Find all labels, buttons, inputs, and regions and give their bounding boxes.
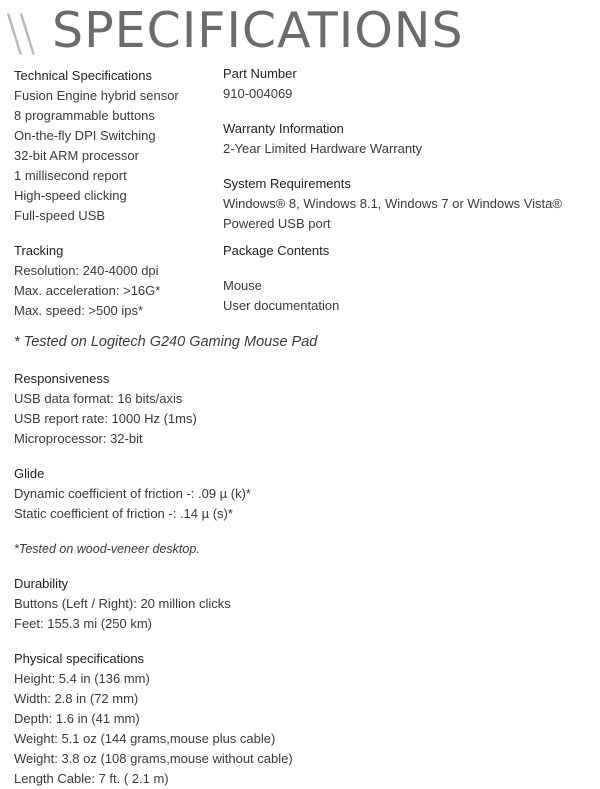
responsiveness-heading: Responsiveness bbox=[14, 371, 110, 386]
physical-item: Weight: 5.1 oz (144 grams,mouse plus cable) bbox=[14, 731, 276, 746]
tracking-heading: Tracking bbox=[14, 243, 64, 258]
tracking-item: Max. acceleration: >16G* bbox=[14, 283, 161, 298]
tracking-item: Resolution: 240-4000 dpi bbox=[14, 263, 159, 278]
part-number-value: 910-004069 bbox=[223, 86, 293, 101]
durability-item: Feet: 155.3 mi (250 km) bbox=[14, 616, 152, 631]
technical-item: High-speed clicking bbox=[14, 188, 127, 203]
package-contents-item: User documentation bbox=[223, 298, 340, 313]
technical-item: 32-bit ARM processor bbox=[14, 148, 139, 163]
package-contents-heading: Package Contents bbox=[223, 243, 330, 258]
physical-item: Height: 5.4 in (136 mm) bbox=[14, 671, 150, 686]
part-number-heading: Part Number bbox=[223, 66, 297, 81]
glide-footnote: *Tested on wood-veneer desktop. bbox=[14, 542, 200, 556]
glide-item: Dynamic coefficient of friction -: .09 µ (k)* bbox=[14, 486, 251, 501]
glide-item: Static coefficient of friction -: .14 µ (s)* bbox=[14, 506, 233, 521]
tracking-footnote: * Tested on Logitech G240 Gaming Mouse Pad bbox=[14, 334, 318, 350]
physical-item: Length Cable: 7 ft. ( 2.1 m) bbox=[14, 771, 169, 786]
responsiveness-item: Microprocessor: 32-bit bbox=[14, 431, 143, 446]
system-requirements-item: Windows® 8, Windows 8.1, Windows 7 or Windows Vista® bbox=[223, 196, 562, 211]
technical-item: Fusion Engine hybrid sensor bbox=[14, 88, 179, 103]
physical-item: Weight: 3.8 oz (108 grams,mouse without cable) bbox=[14, 751, 293, 766]
package-contents-item: Mouse bbox=[223, 278, 263, 293]
technical-item: On-the-fly DPI Switching bbox=[14, 128, 156, 143]
lower-section bbox=[14, 369, 293, 789]
tracking-item: Max. speed: >500 ips* bbox=[14, 303, 143, 318]
system-requirements-heading: System Requirements bbox=[223, 176, 351, 191]
physical-item: Depth: 1.6 in (41 mm) bbox=[14, 711, 140, 726]
glide-heading: Glide bbox=[14, 466, 45, 481]
technical-heading: Technical Specifications bbox=[14, 68, 153, 83]
decorative-slashes: \\ bbox=[6, 4, 32, 62]
system-requirements-item: Powered USB port bbox=[223, 216, 331, 231]
responsiveness-item: USB report rate: 1000 Hz (1ms) bbox=[14, 411, 197, 426]
durability-item: Buttons (Left / Right): 20 million clicks bbox=[14, 596, 231, 611]
durability-heading: Durability bbox=[14, 576, 69, 591]
technical-item: 8 programmable buttons bbox=[14, 108, 155, 123]
physical-item: Width: 2.8 in (72 mm) bbox=[14, 691, 139, 706]
technical-item: Full-speed USB bbox=[14, 208, 106, 223]
right-column bbox=[223, 64, 562, 316]
page-title: SPECIFICATIONS bbox=[52, 2, 464, 59]
left-column bbox=[14, 66, 179, 321]
warranty-value: 2-Year Limited Hardware Warranty bbox=[223, 141, 423, 156]
technical-item: 1 millisecond report bbox=[14, 168, 127, 183]
physical-heading: Physical specifications bbox=[14, 651, 145, 666]
warranty-heading: Warranty Information bbox=[223, 121, 344, 136]
responsiveness-item: USB data format: 16 bits/axis bbox=[14, 391, 183, 406]
